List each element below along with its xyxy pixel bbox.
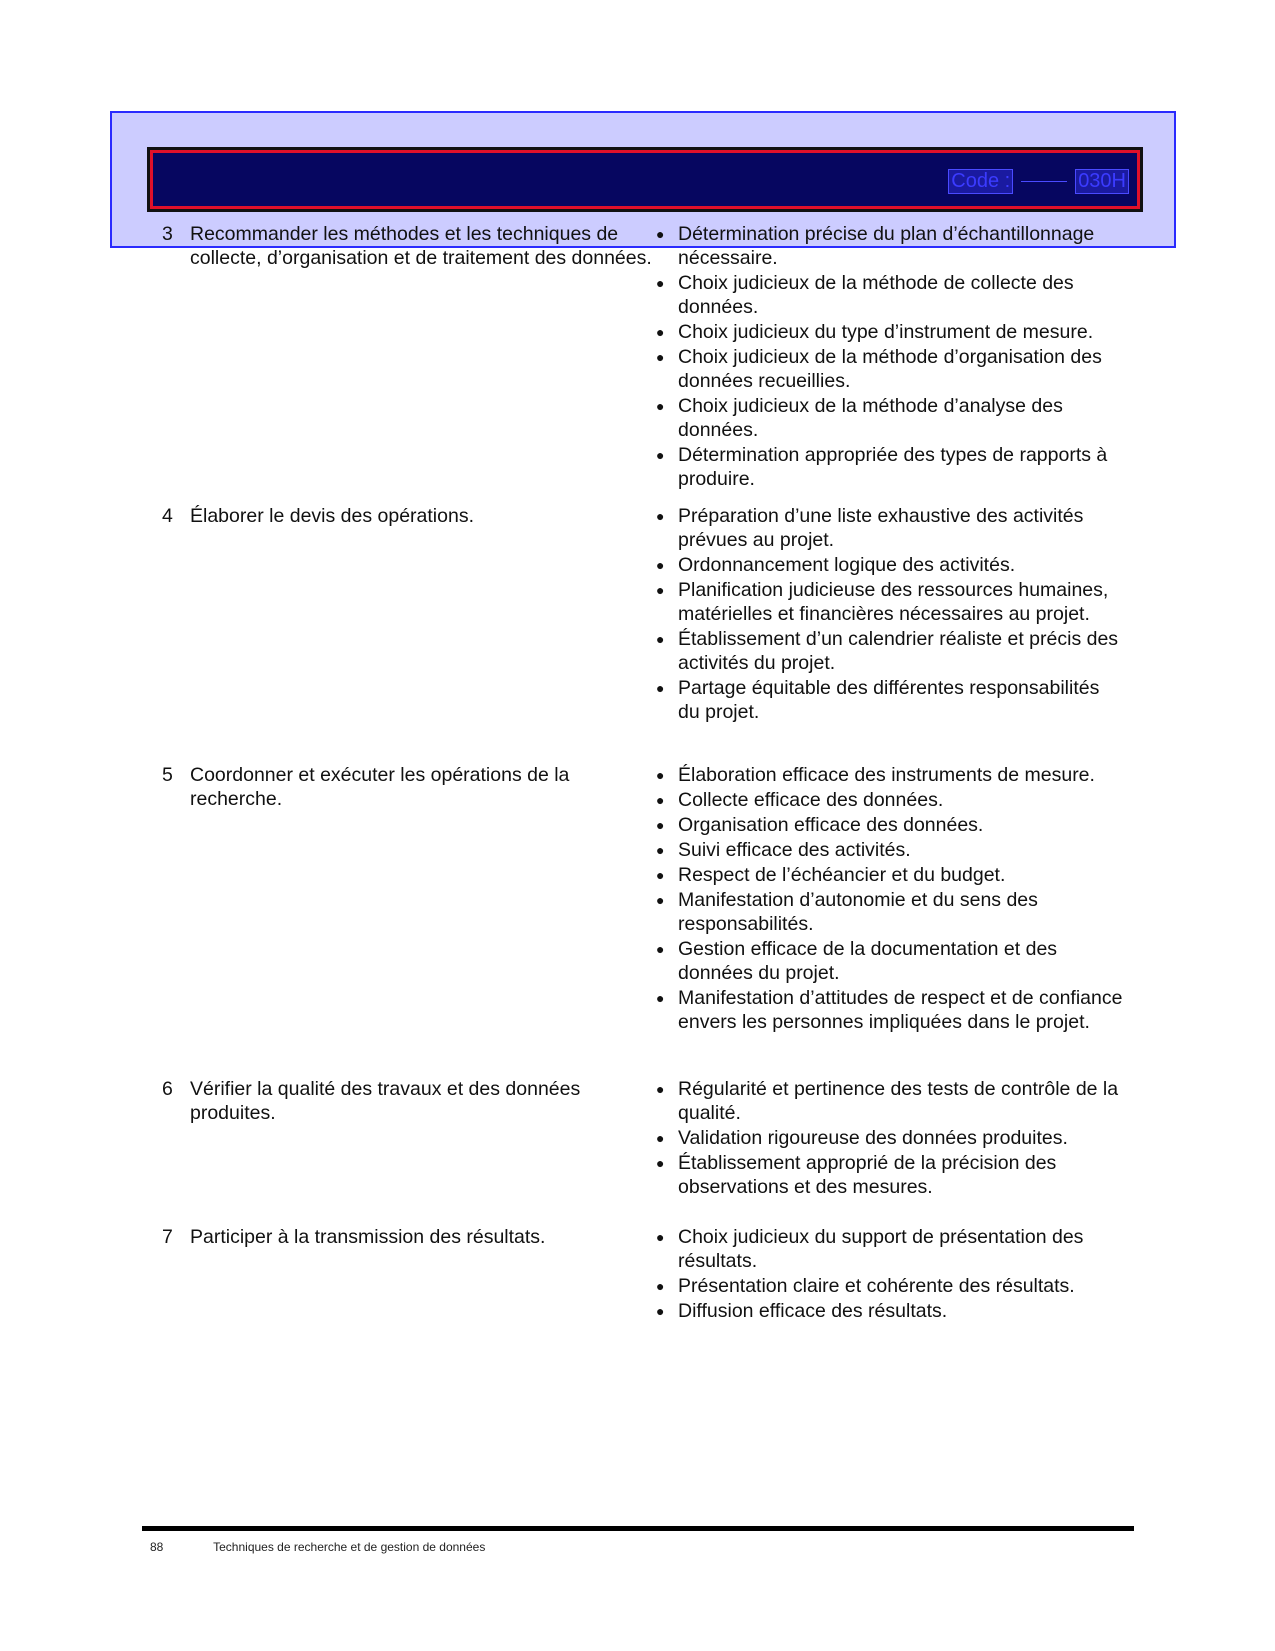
- criterion: ● Préparation d’une liste exhaustive des activités prévues au projet.: [656, 505, 1084, 551]
- competency-number: 4: [162, 505, 173, 527]
- bullet-icon: ●: [656, 631, 665, 647]
- criterion: ● Établissement d’un calendrier réaliste et précis des activités du projet.: [656, 628, 1119, 674]
- criterion: ● Choix judicieux de la méthode d’analyse des données.: [656, 395, 1063, 441]
- bullet-icon: ●: [656, 275, 665, 291]
- criterion: ● Diffusion efficace des résultats.: [656, 1300, 948, 1322]
- competency-text: Vérifier la qualité des travaux et des données produites.: [190, 1078, 581, 1124]
- criteria-list: [656, 763, 1126, 1035]
- competency-text: Coordonner et exécuter les opérations de la recherche.: [190, 764, 570, 810]
- bullet-icon: ●: [656, 1130, 665, 1146]
- competency: [162, 763, 652, 811]
- criterion: ● Collecte efficace des données.: [656, 789, 944, 811]
- criterion: ● Régularité et pertinence des tests de contrôle de la qualité.: [656, 1078, 1119, 1124]
- criterion: ● Respect de l’échéancier et du budget.: [656, 864, 1006, 886]
- bullet-icon: ●: [656, 324, 665, 340]
- bullet-icon: ●: [656, 680, 665, 696]
- title-bar: [150, 150, 1140, 209]
- criterion: ● Gestion efficace de la documentation et des données du projet.: [656, 938, 1058, 984]
- competency: [162, 1077, 652, 1125]
- page-footer: [150, 1540, 485, 1554]
- criterion: ● Détermination appropriée des types de rapports à produire.: [656, 444, 1108, 490]
- document-title: Techniques de recherche et de gestion de données: [213, 1540, 486, 1554]
- bullet-icon: ●: [656, 1155, 665, 1171]
- criterion: ● Manifestation d’attitudes de respect et de confiance envers les personnes impliquées dans le projet.: [656, 987, 1123, 1033]
- competency-number: 3: [162, 223, 173, 245]
- criteria-list: [656, 1225, 1126, 1324]
- criterion: ● Choix judicieux de la méthode de collecte des données.: [656, 272, 1074, 318]
- criterion: ● Partage équitable des différentes responsabilités du projet.: [656, 677, 1100, 723]
- criterion: ● Établissement approprié de la précision des observations et des mesures.: [656, 1152, 1057, 1198]
- bullet-icon: ●: [656, 867, 665, 883]
- criterion: ● Détermination précise du plan d’échantillonnage nécessaire.: [656, 223, 1095, 269]
- bullet-icon: ●: [656, 447, 665, 463]
- bullet-icon: ●: [656, 892, 665, 908]
- criterion: ● Ordonnancement logique des activités.: [656, 554, 1016, 576]
- criterion: ● Choix judicieux du type d’instrument de mesure.: [656, 321, 1094, 343]
- bullet-icon: ●: [656, 767, 665, 783]
- criteria-list: [656, 1077, 1126, 1200]
- criteria-list: [656, 222, 1126, 492]
- competency-text: Participer à la transmission des résultats.: [190, 1226, 546, 1248]
- bullet-icon: ●: [656, 792, 665, 808]
- criterion: ● Suivi efficace des activités.: [656, 839, 911, 861]
- bullet-icon: ●: [656, 557, 665, 573]
- bullet-icon: ●: [656, 508, 665, 524]
- competency: [162, 1225, 652, 1249]
- course-code: [948, 169, 1129, 194]
- bullet-icon: ●: [656, 1081, 665, 1097]
- bullet-icon: ●: [656, 226, 665, 242]
- criterion: ● Validation rigoureuse des données produites.: [656, 1127, 1068, 1149]
- criterion: ● Organisation efficace des données.: [656, 814, 984, 836]
- page-number: 88: [150, 1540, 164, 1554]
- bullet-icon: ●: [656, 1303, 665, 1319]
- competency-text: Recommander les méthodes et les techniques de collecte, d’organisation et de traitement des données.: [190, 223, 652, 269]
- bullet-icon: ●: [656, 941, 665, 957]
- criteria-list: [656, 504, 1126, 725]
- competency-number: 7: [162, 1226, 173, 1248]
- criterion: ● Élaboration efficace des instruments de mesure.: [656, 764, 1095, 786]
- competency-number: 5: [162, 764, 173, 786]
- bullet-icon: ●: [656, 582, 665, 598]
- criterion: ● Manifestation d’autonomie et du sens des responsabilités.: [656, 889, 1038, 935]
- criterion: ● Présentation claire et cohérente des résultats.: [656, 1275, 1075, 1297]
- footer-divider: [142, 1526, 1134, 1531]
- bullet-icon: ●: [656, 349, 665, 365]
- bullet-icon: ●: [656, 990, 665, 1006]
- competency-text: Élaborer le devis des opérations.: [190, 505, 474, 527]
- competency: [162, 504, 652, 528]
- bullet-icon: ●: [656, 817, 665, 833]
- competency-number: 6: [162, 1078, 173, 1100]
- bullet-icon: ●: [656, 842, 665, 858]
- bullet-icon: ●: [656, 1278, 665, 1294]
- criterion: ● Choix judicieux de la méthode d’organisation des données recueillies.: [656, 346, 1102, 392]
- code-value: 030H: [1075, 169, 1129, 194]
- competency: [162, 222, 652, 270]
- code-label: Code :: [948, 169, 1013, 194]
- bullet-icon: ●: [656, 1229, 665, 1245]
- criterion: ● Choix judicieux du support de présentation des résultats.: [656, 1226, 1084, 1272]
- code-separator: [1021, 181, 1067, 182]
- bullet-icon: ●: [656, 398, 665, 414]
- criterion: ● Planification judicieuse des ressources humaines, matérielles et financières nécessaires au projet.: [656, 579, 1109, 625]
